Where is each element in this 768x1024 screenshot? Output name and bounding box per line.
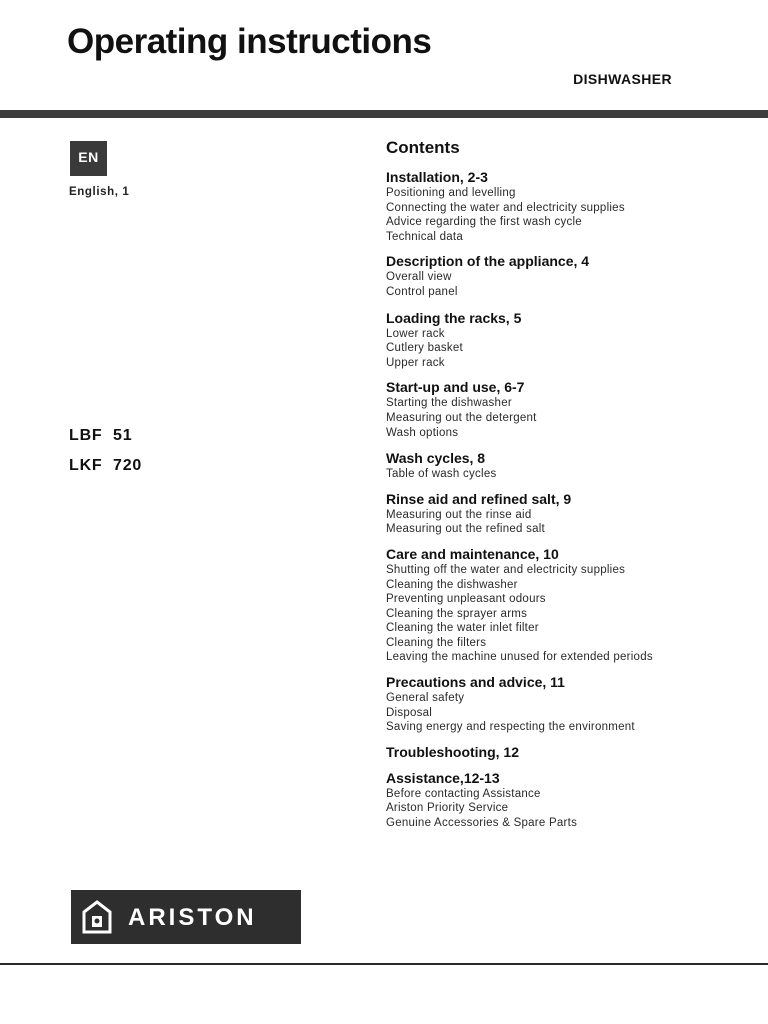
section-item: Starting the dishwasher (386, 397, 512, 410)
house-icon (82, 900, 112, 934)
section-item: Preventing unpleasant odours (386, 593, 546, 606)
section-item: Measuring out the refined salt (386, 523, 546, 536)
contents-heading: Contents (386, 138, 460, 157)
section-item: Leaving the machine unused for extended periods (386, 651, 653, 664)
section-item: Cleaning the sprayer arms (386, 607, 528, 620)
contents-section (386, 546, 746, 665)
section-item: Before contacting Assistance (386, 787, 541, 800)
section-item: Cutlery basket (386, 342, 464, 355)
section-item: Measuring out the rinse aid (386, 508, 532, 521)
section-item: Disposal (386, 706, 433, 719)
product-type: DISHWASHER (573, 71, 672, 87)
section-item: Saving energy and respecting the environment (386, 721, 635, 734)
section-item: General safety (386, 692, 465, 705)
section-title: Wash cycles, 8 (386, 450, 486, 467)
contents-section (386, 310, 746, 371)
section-title: Troubleshooting, 12 (386, 743, 520, 760)
section-item: Advice regarding the first wash cycle (386, 216, 582, 229)
contents-section (386, 379, 746, 440)
table-of-contents (386, 138, 746, 831)
contents-section (386, 169, 746, 244)
section-item: Cleaning the filters (386, 636, 487, 649)
contents-section (386, 253, 746, 299)
contents-section (386, 491, 746, 537)
section-item: Lower rack (386, 327, 445, 340)
contents-sections (386, 169, 746, 831)
section-item: Technical data (386, 230, 464, 243)
section-title: Care and maintenance, 10 (386, 545, 559, 562)
section-item: Genuine Accessories & Spare Parts (386, 817, 578, 830)
section-item: Wash options (386, 426, 459, 439)
section-item: Cleaning the dishwasher (386, 578, 518, 591)
language-page-reference: English, 1 (69, 186, 130, 198)
language-badge: EN (70, 141, 107, 176)
section-item: Control panel (386, 285, 458, 298)
footer-divider (0, 963, 768, 965)
section-title: Installation, 2-3 (386, 169, 488, 185)
model-number: LBF 51 (69, 427, 133, 444)
section-item: Table of wash cycles (386, 468, 497, 481)
section-title: Description of the appliance, 4 (386, 253, 590, 270)
contents-section (386, 450, 746, 482)
section-item: Upper rack (386, 356, 445, 369)
contents-section (386, 770, 746, 831)
header-divider (0, 110, 768, 118)
section-title: Start-up and use, 6-7 (386, 379, 525, 396)
model-number: LKF 720 (69, 457, 143, 474)
section-item: Cleaning the water inlet filter (386, 622, 539, 635)
contents-section (386, 744, 746, 761)
section-item: Connecting the water and electricity supplies (386, 201, 625, 214)
contents-section (386, 674, 746, 735)
brand-name: ARISTON (128, 904, 257, 931)
section-title: Loading the racks, 5 (386, 309, 522, 326)
brand-logo (71, 890, 301, 944)
section-item: Positioning and levelling (386, 187, 516, 199)
section-item: Overall view (386, 271, 452, 284)
section-title: Rinse aid and refined salt, 9 (386, 490, 572, 507)
document-title: Operating instructions (67, 22, 432, 61)
section-item: Ariston Priority Service (386, 802, 509, 815)
section-item: Measuring out the detergent (386, 411, 537, 424)
section-title: Assistance,12-13 (386, 769, 500, 786)
section-item: Shutting off the water and electricity supplies (386, 563, 626, 576)
section-title: Precautions and advice, 11 (386, 674, 565, 691)
